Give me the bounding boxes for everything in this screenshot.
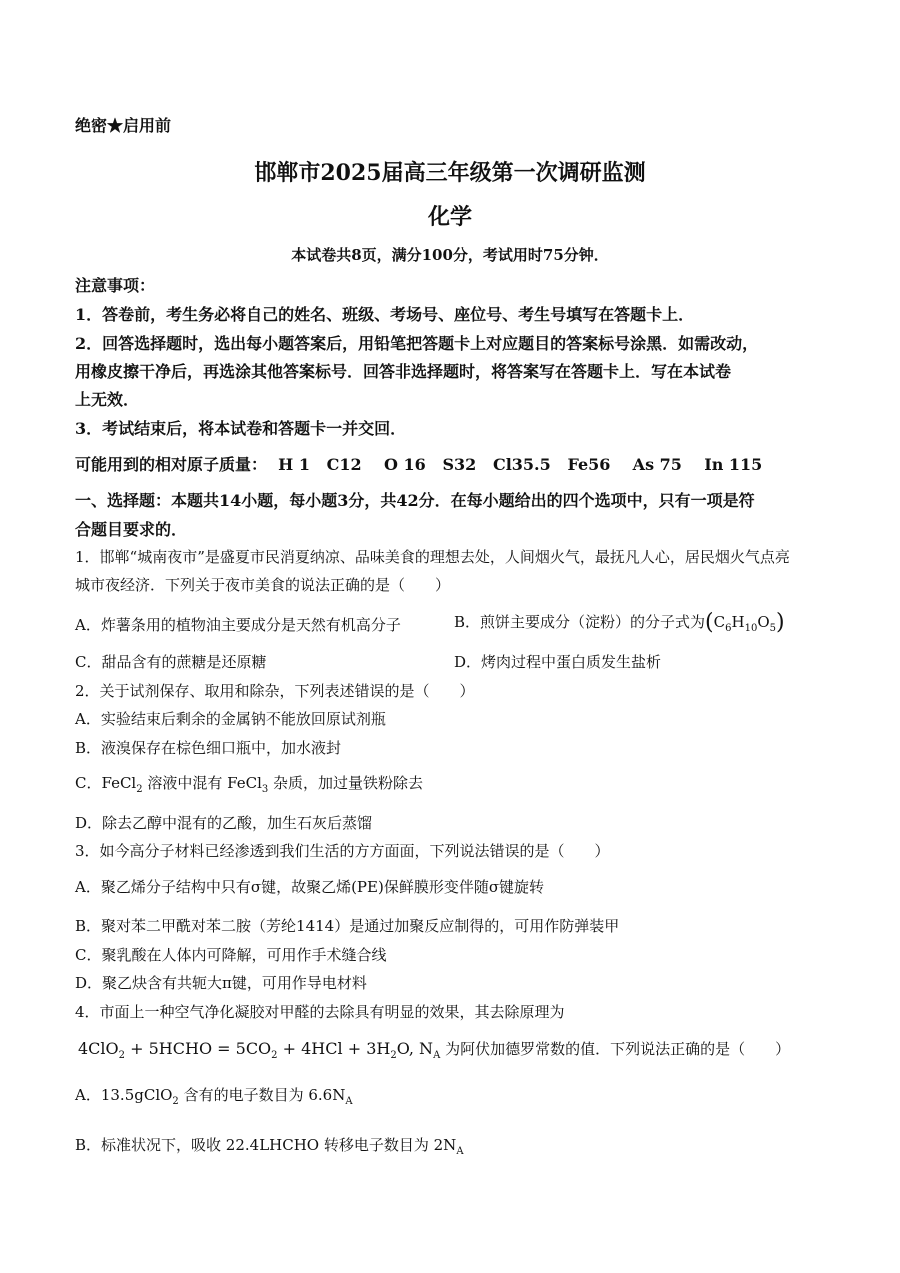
q2-option-c-mid: 溶液中混有 — [142, 774, 228, 792]
q3-option-c: C．聚乳酸在人体内可降解，可用作手术缝合线 — [75, 946, 387, 964]
q2-stem: 2．关于试剂保存、取用和除杂，下列表述错误的是（ ） — [75, 682, 475, 700]
notice-item-2-line-3: 上无效． — [75, 390, 140, 409]
q3-option-d: D．聚乙炔含有共轭大π键，可用作导电材料 — [75, 974, 367, 992]
q4-option-a-mid: 含有的电子数目为 — [178, 1086, 309, 1104]
q4-option-a-formula-sub: 2 — [172, 1096, 179, 1107]
q1-formula-o-sub: 5 — [769, 623, 776, 634]
q1-formula-c: C — [713, 613, 726, 631]
q1-formula-open-paren: ( — [705, 610, 714, 635]
q4-eq-tail: 为阿伏加德罗常数的值．下列说法正确的是（ ） — [440, 1040, 791, 1058]
q1-option-b — [454, 610, 785, 635]
q1-option-a: A．炸薯条用的植物油主要成分是天然有机高分子 — [75, 616, 401, 634]
q1-formula-h: H — [731, 613, 745, 631]
q3-option-b: B．聚对苯二甲酰对苯二胺（芳纶1414）是通过加聚反应制得的，可用作防弹装甲 — [75, 917, 620, 935]
notice-item-2-line-2: 用橡皮擦干净后，再选涂其他答案标号．回答非选择题时，将答案写在答题卡上．写在本试卷 — [75, 362, 732, 381]
notice-item-3: 3．考试结束后，将本试卷和答题卡一并交回． — [75, 419, 407, 438]
section-1-line-1: 一、选择题：本题共14小题，每小题3分，共42分．在每小题给出的四个选项中，只有一项是符 — [75, 491, 755, 510]
q4-equation — [78, 1038, 790, 1061]
subject-title: 化学 — [427, 204, 472, 230]
exam-info: 本试卷共8页，满分100分，考试用时75分钟． — [291, 246, 609, 264]
q2-formula-fecl2: FeCl — [101, 774, 137, 792]
atomic-masses: 可能用到的相对原子质量： H 1 C12 O 16 S32 Cl35.5 Fe56 As 75 In 115 — [75, 455, 763, 474]
q2-option-b: B．液溴保存在棕色细口瓶中，加水液封 — [75, 739, 342, 757]
q1-formula-close-paren: ) — [776, 610, 785, 635]
q4-option-b — [75, 1134, 464, 1157]
q4-option-a-label: A． — [75, 1086, 101, 1104]
q1-formula-h-sub: 10 — [744, 623, 758, 634]
q2-option-c-post: 杂质，加过量铁粉除去 — [268, 774, 424, 792]
notice-heading: 注意事项： — [75, 276, 156, 295]
q4-option-b-formula: 22.4LHCHO — [225, 1136, 320, 1154]
confidential-mark: 绝密★启用前 — [75, 116, 172, 135]
q1-formula-o: O — [757, 613, 770, 631]
q4-option-a-value: 6.6N — [308, 1086, 346, 1104]
q4-eq-sub-3: 2 — [390, 1050, 397, 1062]
q4-eq-sub-1: 2 — [118, 1050, 126, 1062]
q4-option-a-value-sub: A — [345, 1096, 353, 1107]
q4-option-b-value-sub: A — [456, 1146, 464, 1157]
q2-option-c — [75, 772, 423, 795]
q1-option-b-text: B．煎饼主要成分（淀粉）的分子式为 — [454, 613, 706, 631]
q1-option-c: C．甜品含有的蔗糖是还原糖 — [75, 653, 267, 671]
q4-stem: 4．市面上一种空气净化凝胶对甲醛的去除具有明显的效果，其去除原理为 — [75, 1003, 565, 1021]
exam-title: 邯郸市2025届高三年级第一次调研监测 — [254, 160, 646, 186]
q4-eq-sub-4: A — [433, 1050, 441, 1062]
q3-stem: 3．如今高分子材料已经渗透到我们生活的方方面面，下列说法错误的是（ ） — [75, 842, 610, 860]
q4-option-a — [75, 1084, 353, 1107]
q4-eq-part-4: O, N — [396, 1039, 434, 1058]
q4-option-b-label: B．标准状况下，吸收 — [75, 1136, 226, 1154]
notice-item-2-line-1: 2．回答选择题时，选出每小题答案后，用铅笔把答题卡上对应题目的答案标号涂黑．如需改动， — [75, 334, 759, 353]
q2-option-a: A．实验结束后剩余的金属钠不能放回原试剂瓶 — [75, 710, 386, 728]
section-1-line-2: 合题目要求的． — [75, 520, 188, 539]
q4-eq-part-1: 4ClO — [78, 1039, 119, 1058]
q1-stem-line-2: 城市夜经济．下列关于夜市美食的说法正确的是（ ） — [75, 576, 451, 594]
q4-option-b-value: 2N — [433, 1136, 457, 1154]
q4-option-a-formula: 13.5gClO — [100, 1086, 173, 1104]
q1-formula-c-sub: 6 — [725, 623, 732, 634]
q2-formula-fecl3: FeCl — [227, 774, 262, 792]
q2-option-d: D．除去乙醇中混有的乙酸，加生石灰后蒸馏 — [75, 814, 373, 832]
q4-eq-sub-2: 2 — [271, 1050, 278, 1062]
q4-option-b-mid: 转移电子数目为 — [319, 1136, 434, 1154]
q2-formula-fecl2-sub: 2 — [136, 784, 143, 795]
q3-option-a: A．聚乙烯分子结构中只有σ键，故聚乙烯(PE)保鲜膜形变伴随σ键旋转 — [75, 878, 545, 896]
notice-item-1: 1．答卷前，考生务必将自己的姓名、班级、考场号、座位号、考生号填写在答题卡上． — [75, 305, 695, 324]
q4-eq-part-3: + 4HCl + 3H — [277, 1039, 391, 1058]
q1-stem-line-1: 1．邯郸“城南夜市”是盛夏市民消夏纳凉、品味美食的理想去处，人间烟火气，最抚凡人心，居民烟火气点亮 — [75, 548, 790, 566]
q2-option-c-label: C． — [75, 774, 102, 792]
q4-eq-part-2: + 5HCHO = 5CO — [125, 1039, 272, 1058]
q2-formula-fecl3-sub: 3 — [261, 784, 269, 795]
q1-option-d: D．烤肉过程中蛋白质发生盐析 — [454, 653, 662, 671]
